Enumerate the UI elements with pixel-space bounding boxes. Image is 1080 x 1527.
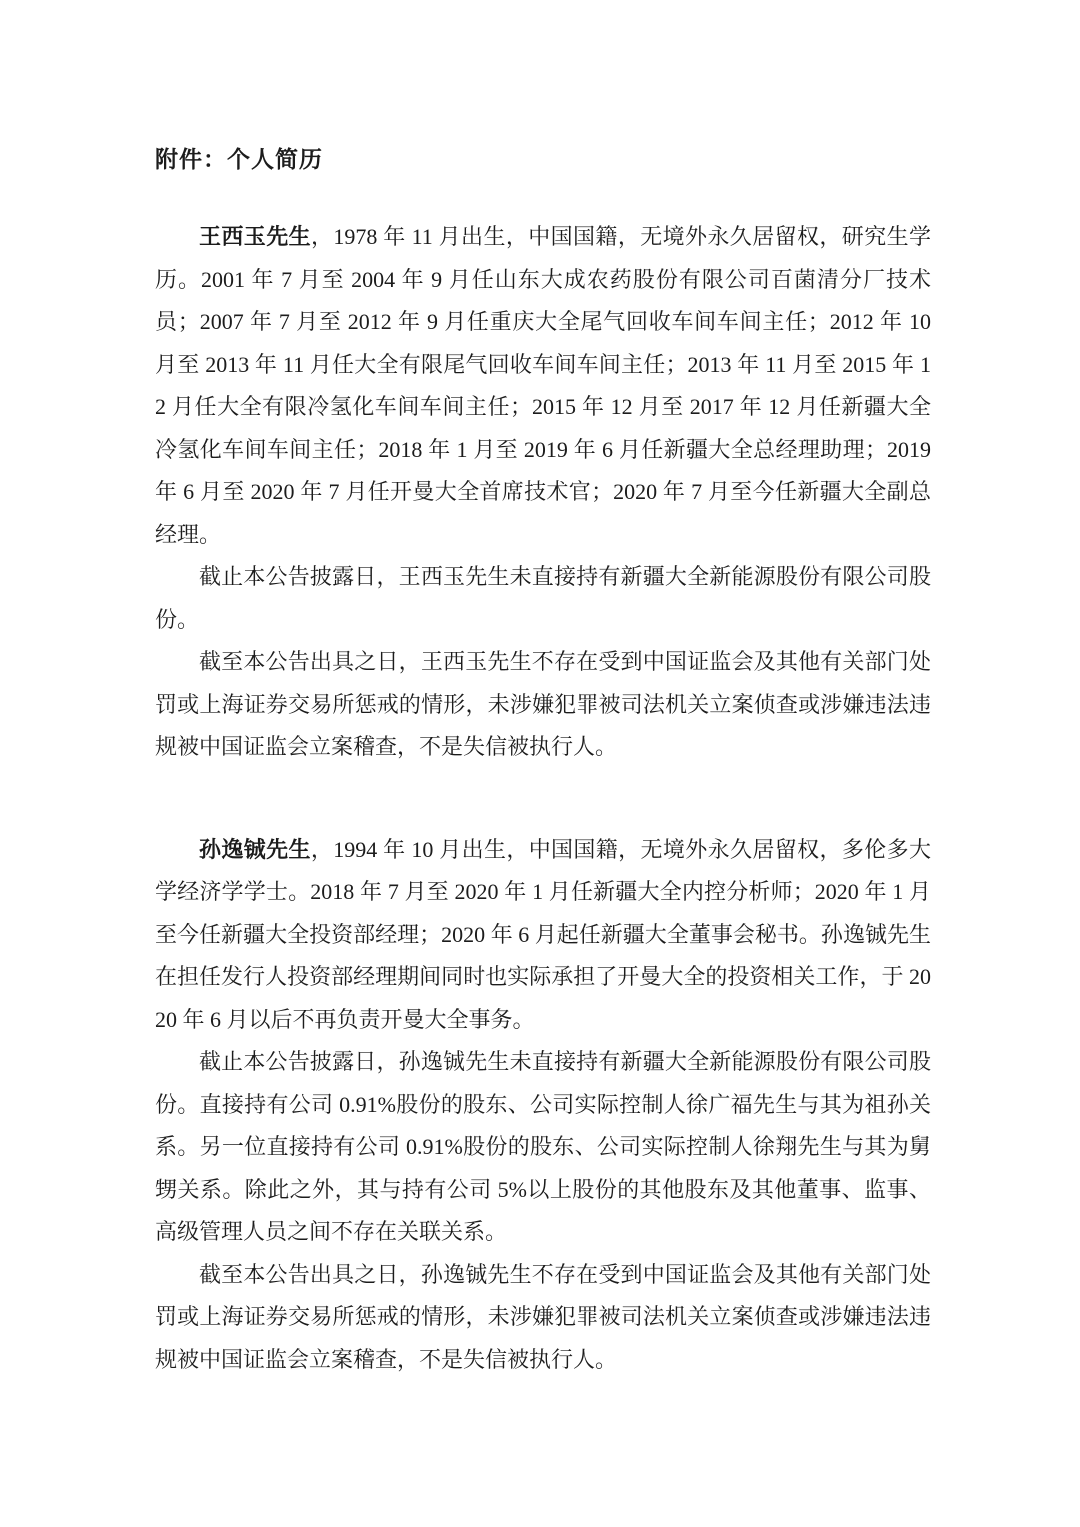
profile-section-sunyicheng [155, 829, 931, 1382]
profile-shareholding-paragraph: 截止本公告披露日，孙逸铖先生未直接持有新疆大全新能源股份有限公司股份。直接持有公司 0.91%股份的股东、公司实际控制人徐广福先生与其为祖孙关系。另一位直接持有公司 0.91%股份的股东、公司实际控制人徐翔先生与其为舅甥关系。除此之外，其与持有公司 5%以上股份的其他股东及其他董事、监事、高级管理人员之间不存在关联关系。 [155, 1049, 931, 1244]
profile-shareholding-paragraph: 截止本公告披露日，王西玉先生未直接持有新疆大全新能源股份有限公司股份。 [155, 564, 931, 632]
profile-name: 孙逸铖先生 [199, 836, 311, 862]
profile-compliance-paragraph: 截至本公告出具之日，王西玉先生不存在受到中国证监会及其他有关部门处罚或上海证券交易所惩戒的情形，未涉嫌犯罪被司法机关立案侦查或涉嫌违法违规被中国证监会立案稽查，不是失信被执行人。 [155, 649, 931, 759]
page-title: 附件：个人简历 [155, 147, 323, 172]
profile-bio-paragraph [155, 829, 931, 1042]
profile-compliance-paragraph: 截至本公告出具之日，孙逸铖先生不存在受到中国证监会及其他有关部门处罚或上海证券交易所惩戒的情形，未涉嫌犯罪被司法机关立案侦查或涉嫌违法违规被中国证监会立案稽查，不是失信被执行人。 [155, 1261, 931, 1372]
profile-bio-paragraph [155, 216, 931, 556]
profile-bio-text: ，1994 年 10 月出生，中国国籍，无境外永久居留权，多伦多大学经济学学士。2018 年 7 月至 2020 年 1 月任新疆大全内控分析师；2020 年 1 月至今任新疆大全投资部经理；2020 年 6 月起任新疆大全董事会秘书。孙逸铖先生在担任发行人投资部经理期间同时也实际承担了开曼大全的投资相关工作，于 2020 年 6 月以后不再负责开曼大全事务。 [155, 836, 931, 1032]
profile-section-wangxiyu [155, 216, 931, 769]
profile-bio-text: ，1978 年 11 月出生，中国国籍，无境外永久居留权，研究生学历。2001 年 7 月至 2004 年 9 月任山东大成农药股份有限公司百菌清分厂技术员；2007 年 7 月至 2012 年 9 月任重庆大全尾气回收车间车间主任；2012 年 10 月至 2013 年 11 月任大全有限尾气回收车间车间主任；2013 年 11 月至 2015 年 12 月任大全有限冷氢化车间车间主任；2015 年 12 月至 2017 年 12 月任新疆大全冷氢化车间车间主任；2018 年 1 月至 2019 年 6 月任新疆大全总经理助理；2019 年 6 月至 2020 年 7 月任开曼大全首席技术官；2020 年 7 月至今任新疆大全副总经理。 [155, 224, 931, 547]
profile-name: 王西玉先生 [199, 224, 311, 249]
section-divider-space [155, 769, 931, 829]
